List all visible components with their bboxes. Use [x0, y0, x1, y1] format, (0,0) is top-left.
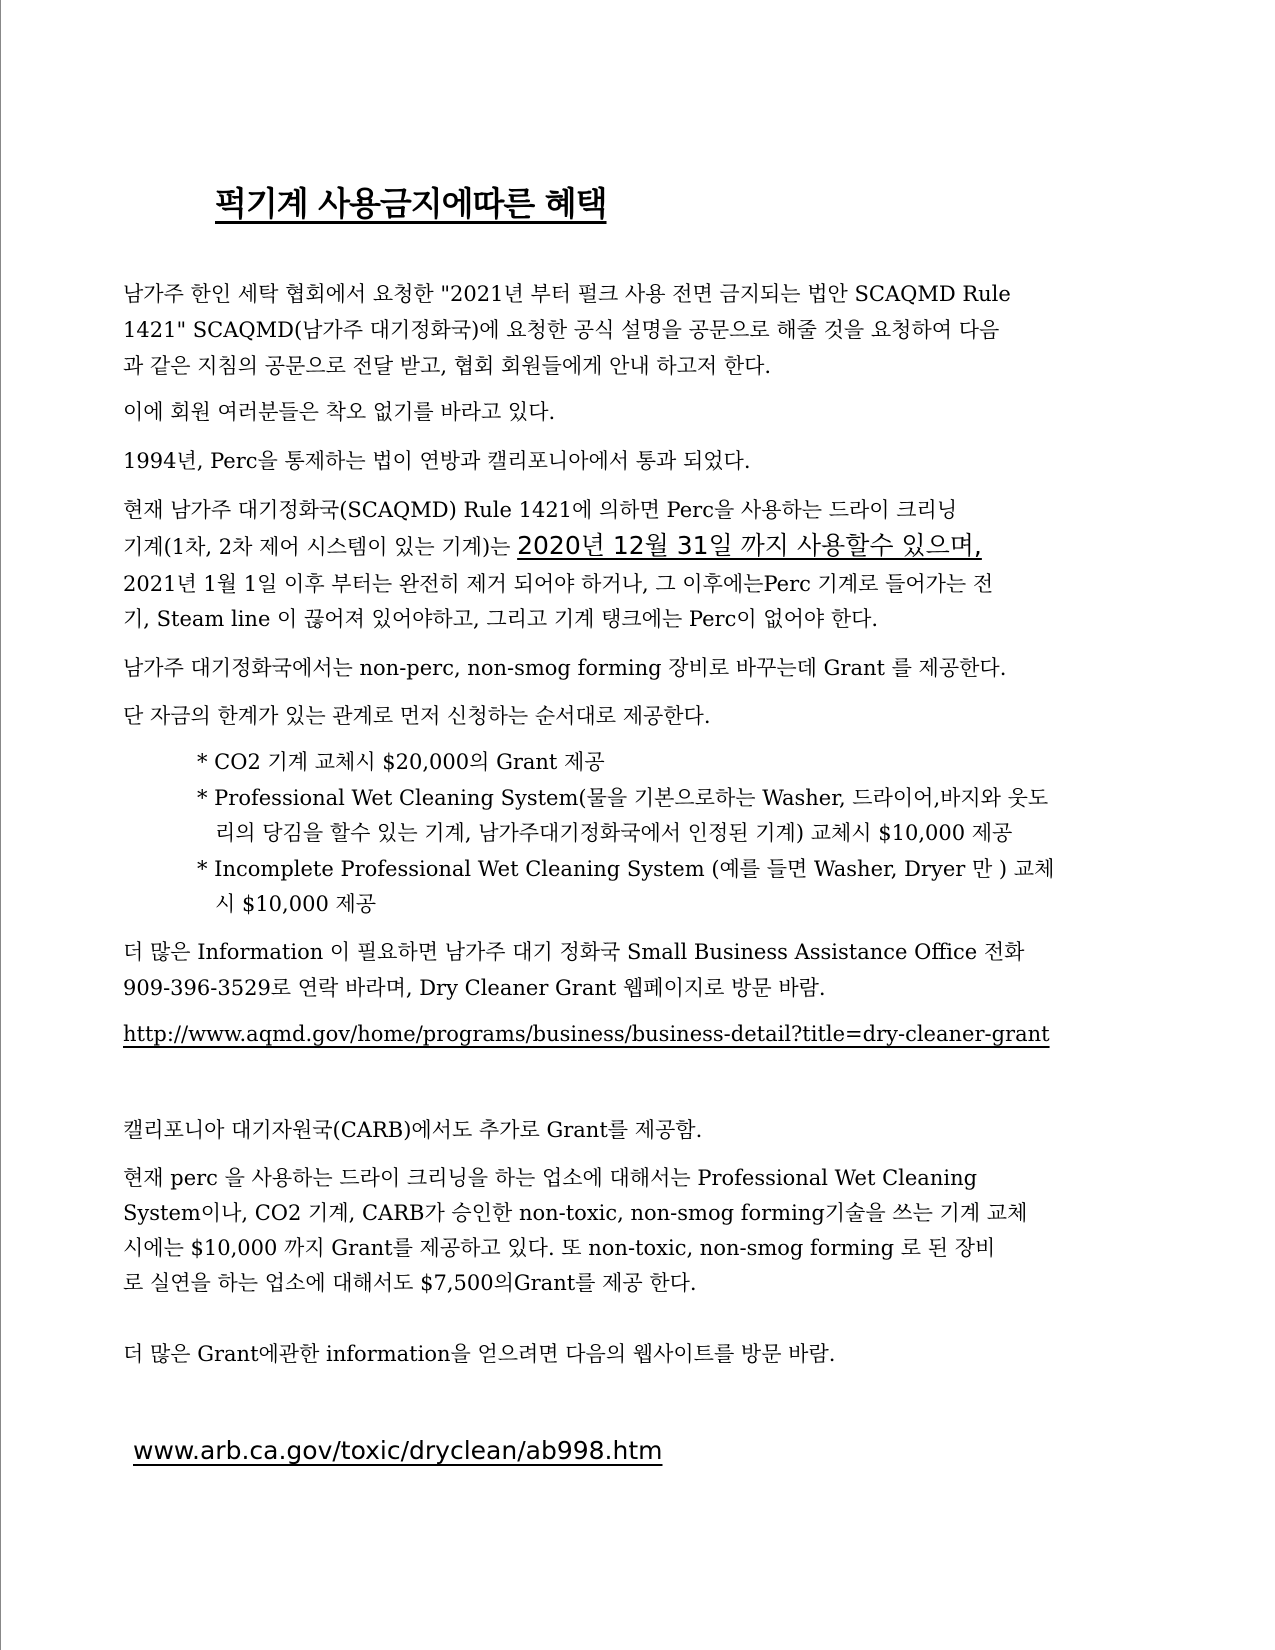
limit-paragraph: 단 자금의 한계가 있는 관계로 먼저 신청하는 순서대로 제공한다. — [123, 704, 711, 728]
intro-line-3: 과 같은 지침의 공문으로 전달 받고, 협회 회원들에게 안내 하고저 한다. — [123, 354, 772, 378]
bullet-wet-cleaning-1: * Professional Wet Cleaning System(물을 기본으로하는 Washer, 드라이어,바지와 웃도 — [197, 786, 1049, 810]
rule-line-4: 기, Steam line 이 끊어져 있어야하고, 그리고 기계 탱크에는 Perc이 없어야 한다. — [123, 607, 879, 631]
rule-line-3: 2021년 1월 1일 이후 부터는 완전히 제거 되어야 하거나, 그 이후에는Perc 기계로 들어가는 전 — [123, 572, 994, 596]
more-info-text: 더 많은 Grant에관한 information을 얻으려면 다음의 웹사이트를 방문 바람. — [123, 1342, 836, 1366]
intro-line-2: 1421" SCAQMD(남가주 대기정화국)에 요청한 공식 설명을 공문으로 해줄 것을 요청하여 다음 — [123, 318, 1000, 342]
grant-paragraph: 남가주 대기정화국에서는 non-perc, non-smog forming 장비로 바꾸는데 Grant 를 제공한다. — [123, 656, 1007, 680]
bullet-incomplete-2: 시 $10,000 제공 — [215, 892, 377, 916]
contact-line-2: 909-396-3529로 연락 바라며, Dry Cleaner Grant 웹페이지로 방문 바람. — [123, 976, 826, 1000]
page-title: 퍽기계 사용금지에따른 혜택 — [215, 184, 607, 223]
carb-line-2: System이나, CO2 기계, CARB가 승인한 non-toxic, non-smog forming기술을 쓰는 기계 교체 — [123, 1201, 1028, 1225]
understanding-paragraph: 이에 회원 여러분들은 착오 없기를 바라고 있다. — [123, 400, 556, 424]
bullet-incomplete-1: * Incomplete Professional Wet Cleaning System (예를 들면 Washer, Dryer 만 ) 교체 — [197, 857, 1055, 881]
carb-intro: 캘리포니아 대기자원국(CARB)에서도 추가로 Grant를 제공함. — [123, 1118, 703, 1142]
carb-line-3: 시에는 $10,000 까지 Grant를 제공하고 있다. 또 non-toxic, non-smog forming 로 된 장비 — [123, 1236, 996, 1260]
history-paragraph: 1994년, Perc을 통제하는 법이 연방과 캘리포니아에서 통과 되었다. — [123, 449, 751, 473]
bullet-co2: * CO2 기계 교체시 $20,000의 Grant 제공 — [197, 750, 605, 774]
rule-line-1: 현재 남가주 대기정화국(SCAQMD) Rule 1421에 의하면 Perc을 사용하는 드라이 크리닝 — [123, 498, 958, 522]
carb-line-4: 로 실연을 하는 업소에 대해서도 $7,500의Grant를 제공 한다. — [123, 1271, 697, 1295]
rule-line-2 — [123, 532, 982, 561]
arb-website-link[interactable]: www.arb.ca.gov/toxic/dryclean/ab998.htm — [133, 1436, 663, 1465]
intro-line-1: 남가주 한인 세탁 협회에서 요청한 "2021년 부터 펄크 사용 전면 금지되는 법안 SCAQMD Rule — [123, 282, 1011, 306]
carb-line-1: 현재 perc 을 사용하는 드라이 크리닝을 하는 업소에 대해서는 Professional Wet Cleaning — [123, 1166, 978, 1190]
contact-line-1: 더 많은 Information 이 필요하면 남가주 대기 정화국 Small Business Assistance Office 전화 — [123, 940, 1025, 964]
deadline-emphasis: 2020년 12월 31일 까지 사용할수 있으며, — [517, 531, 982, 560]
aqmd-grant-link[interactable]: http://www.aqmd.gov/home/programs/business/business-detail?title=dry-cleaner-grant — [123, 1022, 1050, 1046]
bullet-wet-cleaning-2: 리의 당김을 할수 있는 기계, 남가주대기정화국에서 인정된 기계) 교체시 $10,000 제공 — [215, 821, 1013, 845]
rule-line-2-text: 기계(1차, 2차 제어 시스템이 있는 기계)는 — [123, 535, 518, 559]
